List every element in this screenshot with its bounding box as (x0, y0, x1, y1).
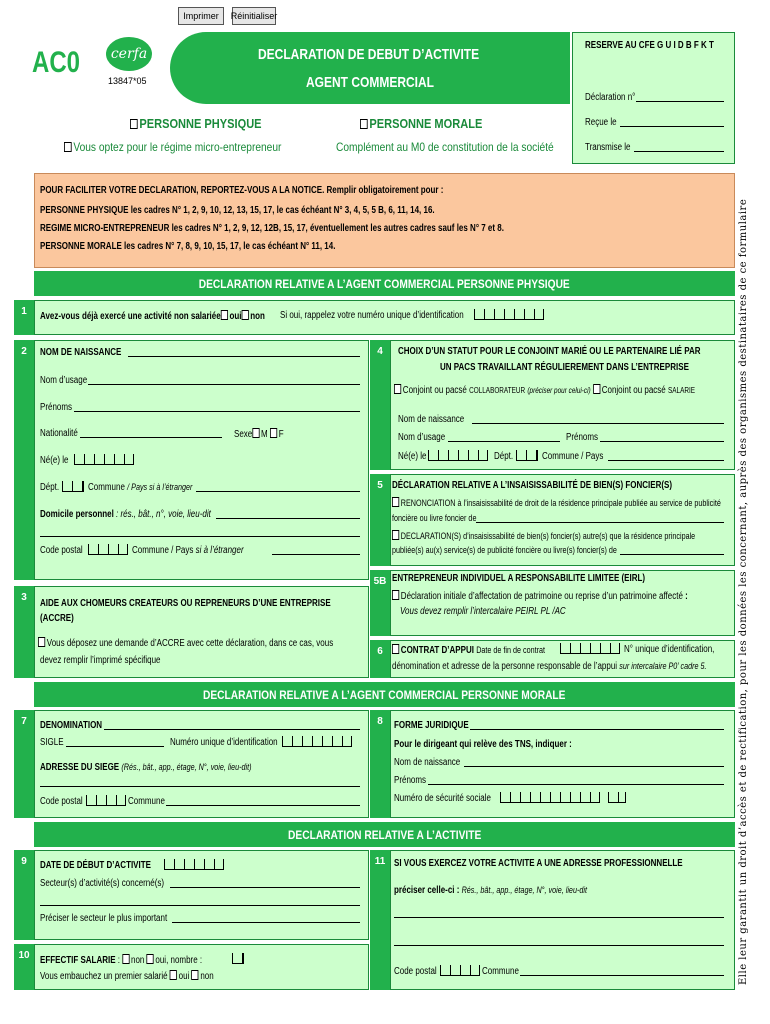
s2-commune: Commune / Pays si à l’étranger (88, 482, 193, 493)
s11-code-postal: Code postal (394, 966, 437, 977)
s4-dept: Dépt. (494, 451, 514, 462)
section-num-11: 11 (370, 850, 390, 990)
form-title-1: DECLARATION DE DEBUT D’ACTIVITE (258, 46, 480, 63)
s2-domicile: Domicile personnel : rés., bât., n°, voie, lieu-dit (40, 509, 211, 520)
s7-id-boxes[interactable] (282, 736, 352, 747)
s4-options: Conjoint ou pacsé COLLABORATEUR (préciser pour celui-ci) Conjoint ou pacsé SALARIE (394, 384, 695, 396)
cerfa-number: 13847*05 (108, 76, 147, 86)
s6-t2: N° unique d’identification, (624, 644, 715, 655)
s4-nom-naissance: Nom de naissance (398, 414, 465, 425)
checkbox-icon[interactable] (392, 530, 399, 540)
s5-renonciation: RENONCIATION à l’insaisissabilité de droit de la résidence principale publiée au service de publicité (392, 497, 721, 508)
s2-prenoms: Prénoms (40, 402, 73, 413)
checkbox-icon[interactable] (192, 970, 199, 980)
checkbox-icon[interactable] (392, 590, 399, 600)
s11-title: SI VOUS EXERCEZ VOTRE ACTIVITE A UNE ADRESSE PROFESSIONNELLE (394, 858, 683, 869)
s2-dept-boxes[interactable] (62, 481, 84, 492)
s7-numero: Numéro unique d’identification (170, 737, 278, 748)
section-10 (34, 944, 369, 990)
recue-le-label: Reçue le (585, 117, 617, 128)
s2-birthdate-boxes[interactable] (74, 454, 134, 465)
s4-birthdate-boxes[interactable] (428, 450, 488, 461)
s4-commune: Commune / Pays (542, 451, 604, 462)
s7-code-postal: Code postal (40, 796, 83, 807)
checkbox-icon[interactable] (122, 954, 129, 964)
checkbox-icon[interactable] (130, 119, 138, 129)
s4-title-2: UN PACS TRAVAILLANT RÉGULIEREMENT DANS L’ENTREPRISE (440, 362, 689, 373)
s4-ne-le: Né(e) le (398, 451, 427, 462)
declaration-no-label: Déclaration n° (585, 92, 636, 103)
s8-prenoms: Prénoms (394, 775, 427, 786)
s7-commune: Commune (128, 796, 165, 807)
s6-line-1: CONTRAT D’APPUI Date de fin de contrat (392, 644, 545, 656)
s2-ne-le: Né(e) le (40, 455, 69, 466)
s9-title: DATE DE DÉBUT D’ACTIVITE (40, 860, 151, 871)
section-num-8: 8 (370, 710, 390, 818)
section-num-6: 6 (370, 640, 390, 678)
micro-entrepreneur-option[interactable]: Vous optez pour le régime micro-entrepreneur (64, 140, 281, 154)
checkbox-icon[interactable] (147, 954, 154, 964)
s2-cp-boxes[interactable] (88, 544, 128, 555)
s2-sexe: Sexe M F (234, 429, 284, 440)
s7-sigle: SIGLE (40, 737, 64, 748)
s2-dept: Dépt. (40, 482, 60, 493)
s5b-title: ENTREPRENEUR INDIVIDUEL A RESPONSABILITE LIMITEE (EIRL) (392, 573, 646, 584)
s6-date-boxes[interactable] (560, 643, 620, 654)
section-num-5: 5 (370, 474, 390, 566)
cerfa-logo: cerfa (106, 37, 152, 71)
s8-secu: Numéro de sécurité sociale (394, 793, 491, 804)
section-num-7: 7 (14, 710, 34, 818)
s9-secteurs: Secteur(s) d’activité(s) concerné(s) (40, 878, 165, 889)
s5-renonciation-2: foncière ou livre foncier de (392, 513, 477, 523)
checkbox-icon[interactable] (221, 310, 228, 320)
personne-morale-option[interactable]: PERSONNE MORALE (360, 116, 482, 131)
s2-nom-usage: Nom d’usage (40, 375, 88, 386)
notice-line-2: PERSONNE PHYSIQUE les cadres N° 1, 2, 9, 10, 12, 13, 15, 17, le cas échéant N° 3, 4, 5, 5 B, 6, 11, 14, 16. (40, 205, 435, 216)
reset-button[interactable]: Réinitialiser (232, 7, 276, 25)
title-box (170, 32, 570, 104)
banner-morale: DECLARATION RELATIVE A L’AGENT COMMERCIAL PERSONNE MORALE (34, 682, 735, 707)
checkbox-icon[interactable] (392, 497, 399, 507)
s5-declaration-2: publiée(s) au(x) service(s) de publicité foncière ou livre(s) foncier(s) de (392, 545, 617, 555)
s10-line-2: Vous embauchez un premier salarié oui non (40, 971, 214, 982)
s10-count-box[interactable] (232, 953, 244, 964)
s2-nationalite: Nationalité (40, 428, 78, 439)
banner-physique: DECLARATION RELATIVE A L’AGENT COMMERCIAL PERSONNE PHYSIQUE (34, 271, 735, 296)
banner-activite: DECLARATION RELATIVE A L’ACTIVITE (34, 822, 735, 847)
s8-title: FORME JURIDIQUE (394, 720, 469, 731)
s2-code-postal: Code postal (40, 545, 83, 556)
s11-cp-boxes[interactable] (440, 965, 480, 976)
s11-commune: Commune (482, 966, 519, 977)
s5b-t2: Vous devez remplir l’intercalaire PEIRL PL /AC (400, 606, 566, 617)
s5b-t1: Déclaration initiale d’affectation de patrimoine ou reprise d’un patrimoine affecté : (392, 590, 688, 602)
notice-line-3: REGIME MICRO-ENTREPRENEUR les cadres N° 1, 2, 9, 12, 12B, 15, 17, éventuellement les autres cadres sauf les N° 7 et 8. (40, 223, 504, 234)
s7-cp-boxes[interactable] (86, 795, 126, 806)
complement-m0: Complément au M0 de constitution de la société (336, 140, 554, 154)
s7-title: DENOMINATION (40, 720, 103, 731)
personne-physique-option[interactable]: PERSONNE PHYSIQUE (130, 116, 262, 131)
section-num-9: 9 (14, 850, 34, 940)
checkbox-icon[interactable] (360, 119, 368, 129)
section-num-2: 2 (14, 340, 34, 580)
form-code: AC0 (32, 46, 81, 79)
s3-title-1: AIDE AUX CHOMEURS CREATEURS OU REPRENEURS D’UNE ENTREPRISE (40, 598, 331, 609)
checkbox-icon[interactable] (394, 384, 401, 394)
checkbox-icon[interactable] (252, 428, 259, 438)
s9-date-boxes[interactable] (164, 859, 224, 870)
s8-secu-boxes[interactable] (500, 792, 600, 803)
s8-sub: Pour le dirigeant qui relève des TNS, indiquer : (394, 739, 572, 750)
s4-prenoms: Prénoms (566, 432, 599, 443)
privacy-notice: Elle leur garantit un droit d’accès et de rectification, pour les données les concernant, auprès des organismes destinataires de ce formulaire (738, 198, 749, 985)
s5-title: DÉCLARATION RELATIVE A L’INSAISISSABILITÉ DE BIEN(S) FONCIER(S) (392, 480, 673, 491)
form-title-2: AGENT COMMERCIAL (306, 74, 434, 91)
s3-title-2: (ACCRE) (40, 613, 74, 624)
checkbox-icon[interactable] (170, 970, 177, 980)
s4-nom-usage: Nom d’usage (398, 432, 446, 443)
s3-text-2: devez remplir l’imprimé spécifique (40, 655, 161, 666)
section-num-3: 3 (14, 586, 34, 678)
section-num-1: 1 (14, 300, 34, 335)
s2-title: NOM DE NAISSANCE (40, 347, 122, 358)
notice-line-4: PERSONNE MORALE les cadres N° 7, 8, 9, 10, 15, 17, le cas échéant N° 11, 14. (40, 241, 336, 252)
s8-nom: Nom de naissance (394, 757, 461, 768)
checkbox-icon[interactable] (64, 142, 72, 152)
s6-line-2: dénomination et adresse de la personne responsable de l’appui sur intercalaire P0’ cadre 5. (392, 661, 707, 672)
s1-question: Avez-vous déjà exercé une activité non salariée oui non (40, 311, 265, 322)
s8-secu-key-boxes[interactable] (608, 792, 626, 803)
s10-line-1: EFFECTIF SALARIE : non oui, nombre : (40, 955, 203, 966)
checkbox-icon[interactable] (392, 644, 399, 654)
s7-adresse: ADRESSE DU SIEGE (Rés., bât., app., étage, N°, voie, lieu-dit) (40, 762, 252, 773)
checkbox-icon[interactable] (270, 428, 277, 438)
reserve-label: RESERVE AU CFE G U I D B F K T (585, 40, 714, 51)
section-num-5b: 5B (370, 570, 390, 636)
notice-line-1: POUR FACILITER VOTRE DECLARATION, REPORTEZ-VOUS A LA NOTICE. Remplir obligatoirement pour : (40, 185, 444, 196)
s11-preciser: préciser celle-ci : Rés., bât., app., étage, N°, voie, lieu-dit (394, 885, 587, 896)
print-button[interactable]: Imprimer (178, 7, 224, 25)
s4-title-1: CHOIX D’UN STATUT POUR LE CONJOINT MARIÉ OU LE PARTENAIRE LIÉ PAR (398, 346, 701, 357)
checkbox-icon[interactable] (593, 384, 600, 394)
s1-id-boxes[interactable] (474, 309, 544, 320)
checkbox-icon[interactable] (241, 310, 248, 320)
s3-text-1: Vous déposez une demande d’ACCRE avec cette déclaration, dans ce cas, vous (38, 637, 333, 649)
section-num-10: 10 (14, 944, 34, 990)
s9-preciser: Préciser le secteur le plus important (40, 913, 168, 924)
s5-declaration: DECLARATION(S) d’insaisissabilité de bien(s) foncier(s) autre(s) que la résidence principale (392, 530, 695, 541)
s1-hint: Si oui, rappelez votre numéro unique d’identification (280, 310, 464, 321)
s2-commune-pays: Commune / Pays si à l’étranger (132, 545, 244, 556)
checkbox-icon[interactable] (38, 637, 45, 647)
section-num-4: 4 (370, 340, 390, 470)
transmise-le-label: Transmise le (585, 142, 631, 153)
s4-dept-boxes[interactable] (516, 450, 538, 461)
